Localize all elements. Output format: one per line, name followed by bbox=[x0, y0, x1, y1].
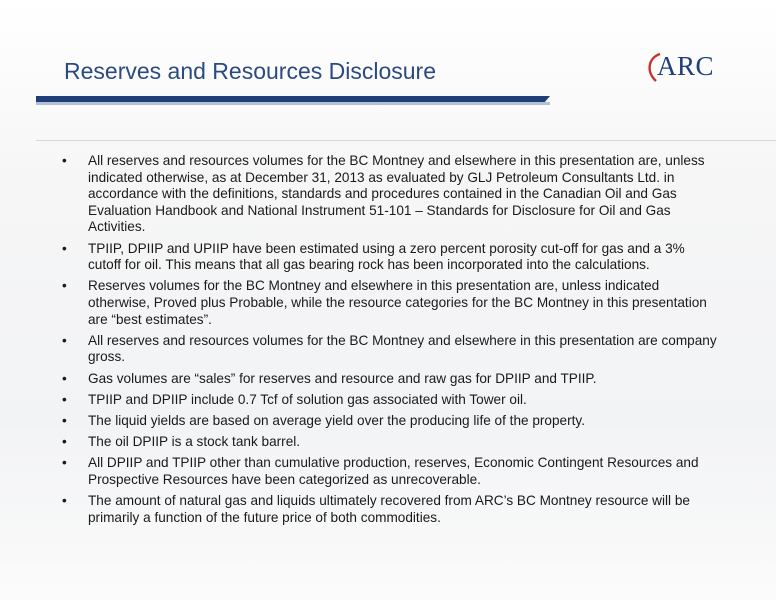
header-divider bbox=[36, 140, 776, 141]
bullet-item bbox=[60, 455, 720, 488]
bullet-text: All reserves and resources volumes for the BC Montney and elsewhere in this presentation are company gross. bbox=[88, 332, 717, 365]
bullet-dot: • bbox=[62, 455, 67, 471]
bullet-dot: • bbox=[62, 153, 67, 168]
bullet-dot: • bbox=[62, 332, 67, 348]
bullet-dot: • bbox=[62, 434, 67, 450]
title-underline-shadow bbox=[36, 102, 550, 105]
bullet-item bbox=[60, 371, 720, 388]
bullet-item bbox=[60, 493, 720, 526]
bullet-text: All DPIIP and TPIIP other than cumulative production, reserves, Economic Contingent Resources and Prospective Resources have been categorized as unrecoverable. bbox=[88, 455, 699, 487]
bullet-dot: • bbox=[62, 278, 67, 294]
bullet-item bbox=[60, 278, 720, 328]
slide-title: Reserves and Resources Disclosure bbox=[64, 58, 436, 84]
bullet-dot: • bbox=[62, 412, 67, 428]
logo-text: ARC bbox=[657, 51, 715, 81]
bullet-text: Gas volumes are “sales” for reserves and resource and raw gas for DPIIP and TPIIP. bbox=[88, 370, 597, 386]
bullet-text: The oil DPIIP is a stock tank barrel. bbox=[88, 434, 301, 450]
bullet-item bbox=[60, 413, 720, 430]
bullet-dot: • bbox=[62, 391, 67, 407]
bullet-dot: • bbox=[62, 370, 67, 386]
bullet-text: TPIIP, DPIIP and UPIIP have been estimated using a zero percent porosity cut-off for gas and a 3% cutoff for oil. This means that all gas bearing rock has been incorporated into the calculations. bbox=[88, 240, 685, 273]
bullet-item bbox=[60, 392, 720, 409]
bullet-item bbox=[60, 153, 720, 236]
bullet-item bbox=[60, 241, 720, 274]
bullet-dot: • bbox=[62, 240, 67, 256]
bullet-item bbox=[60, 434, 720, 451]
bullet-text: The liquid yields are based on average yield over the producing life of the property. bbox=[88, 412, 585, 428]
arc-logo bbox=[644, 50, 716, 86]
bullet-dot: • bbox=[62, 493, 67, 509]
bullet-text: All reserves and resources volumes for the BC Montney and elsewhere in this presentation are, unless indicated otherwise, as at December 31, 2013 as evaluated by GLJ Petroleum Consultants Ltd. in accordance with the definitions, standards and procedures contained in the Canadian Oil and Gas Evaluation Handbook and National Instrument 51-101 – Standards for Disclosure for Oil and Gas Activities. bbox=[88, 153, 705, 235]
bullet-text: The amount of natural gas and liquids ultimately recovered from ARC’s BC Montney resource will be primarily a function of the future price of both commodities. bbox=[88, 493, 690, 525]
bullet-text: TPIIP and DPIIP include 0.7 Tcf of solution gas associated with Tower oil. bbox=[88, 391, 527, 407]
bullet-text: Reserves volumes for the BC Montney and elsewhere in this presentation are, unless indicated otherwise, Proved plus Probable, while the resource categories for the BC Montney in this presentation are “best estimates”. bbox=[88, 278, 707, 327]
bullet-item bbox=[60, 333, 720, 366]
disclosure-bullet-list bbox=[60, 153, 720, 531]
